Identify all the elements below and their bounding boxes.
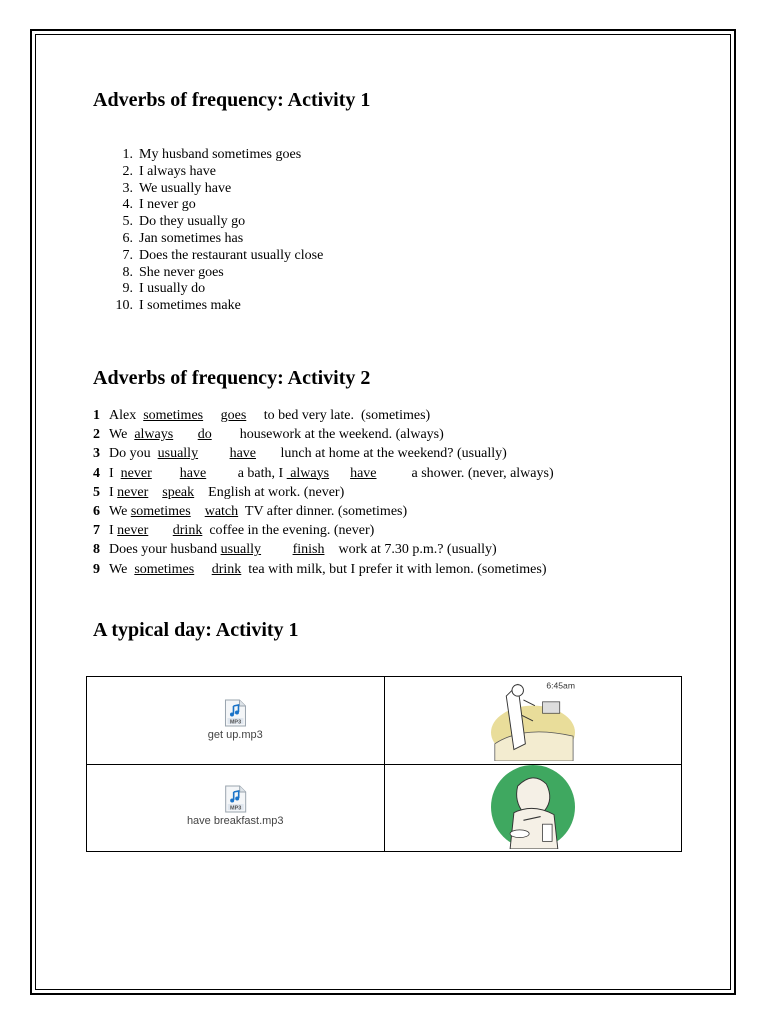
sentence-text: Alex xyxy=(109,408,144,423)
sentence-text xyxy=(148,523,173,538)
table-row xyxy=(87,677,682,765)
list-item xyxy=(113,164,323,181)
sentence-row xyxy=(93,406,554,425)
answer-word: usually xyxy=(220,542,262,558)
sentence-text xyxy=(329,466,350,481)
item-number: 7. xyxy=(122,247,133,263)
answer-word: have xyxy=(350,465,377,481)
item-text: Does the restaurant usually close xyxy=(139,247,324,263)
sentence-text xyxy=(152,466,180,481)
answer-word: have xyxy=(229,446,257,462)
typical-day-title: A typical day: Activity 1 xyxy=(93,619,299,641)
answer-word: sometimes xyxy=(130,504,191,520)
item-text: I sometimes make xyxy=(139,298,241,314)
list-item xyxy=(113,298,323,315)
sentence-text xyxy=(198,446,230,461)
answer-word: drink xyxy=(211,561,242,577)
sentence-row xyxy=(93,425,554,444)
item-text: I always have xyxy=(139,163,216,179)
sentence-text: tea with milk, but I prefer it with lemon. (sometimes) xyxy=(241,561,547,577)
answer-word: finish xyxy=(292,542,325,558)
sentence-text: Does your husband xyxy=(109,542,221,558)
sentence-text: I xyxy=(109,523,118,539)
sentence-number: 4 xyxy=(93,465,100,481)
item-number: 5. xyxy=(122,214,133,230)
sentence-number: 6 xyxy=(93,504,100,520)
typical-day-table xyxy=(86,676,682,852)
picture-cell xyxy=(384,677,682,765)
item-number: 3. xyxy=(122,180,133,196)
answer-word: have xyxy=(179,465,207,481)
sentence-text xyxy=(173,427,198,442)
activity1-title: Adverbs of frequency: Activity 1 xyxy=(93,89,371,111)
answer-word: always xyxy=(286,465,330,481)
answer-word: never xyxy=(117,523,149,539)
answer-word: watch xyxy=(204,504,239,520)
item-text: My husband sometimes goes xyxy=(139,147,302,162)
item-number: 9. xyxy=(122,281,133,297)
list-item xyxy=(113,214,323,231)
item-number: 6. xyxy=(122,230,133,246)
sentence-row xyxy=(93,521,554,540)
sentence-row xyxy=(93,444,554,463)
answer-word: never xyxy=(117,484,149,500)
answer-word: sometimes xyxy=(143,408,204,423)
answer-word: usually xyxy=(157,446,199,462)
item-number: 10. xyxy=(115,298,133,314)
sentence-number: 5 xyxy=(93,484,100,500)
svg-text:6:45am: 6:45am xyxy=(545,680,575,691)
list-item xyxy=(113,265,323,282)
sentence-text: We xyxy=(109,427,135,443)
list-item xyxy=(113,281,323,298)
mp3-file-icon xyxy=(223,785,247,813)
sentence-text xyxy=(203,408,221,423)
sentence-number: 7 xyxy=(93,523,100,539)
sentence-text xyxy=(261,542,293,557)
activity1-list xyxy=(113,147,323,315)
item-text: She never goes xyxy=(139,264,224,280)
sentence-number: 1 xyxy=(93,408,100,423)
svg-text:MP3: MP3 xyxy=(229,719,241,726)
list-item xyxy=(113,181,323,198)
sentence-number: 2 xyxy=(93,427,100,443)
audio-cell xyxy=(87,765,385,852)
sentence-text: We xyxy=(109,561,135,577)
sentence-text: lunch at home at the weekend? (usually) xyxy=(256,446,507,462)
sentence-row xyxy=(93,502,554,521)
sentence-text: work at 7.30 p.m.? (usually) xyxy=(324,542,497,558)
item-text: I never go xyxy=(139,197,196,213)
sentence-text: English at work. (never) xyxy=(194,484,345,500)
get-up-illustration xyxy=(483,677,583,761)
item-text: We usually have xyxy=(139,180,232,196)
list-item xyxy=(113,197,323,214)
sentence-text xyxy=(191,504,205,519)
answer-word: drink xyxy=(172,523,203,539)
answer-word: do xyxy=(197,427,212,443)
sentence-text: to bed very late. (sometimes) xyxy=(246,408,431,423)
item-text: I usually do xyxy=(139,281,206,297)
audio-cell xyxy=(87,677,385,765)
sentence-row xyxy=(93,540,554,559)
sentence-text: TV after dinner. (sometimes) xyxy=(238,504,408,520)
sentence-row xyxy=(93,464,554,483)
audio-file-label: have breakfast.mp3 xyxy=(186,815,284,827)
answer-word: speak xyxy=(162,484,195,500)
audio-file-have-breakfast[interactable] xyxy=(187,785,284,827)
breakfast-illustration xyxy=(483,765,583,849)
sentence-number: 3 xyxy=(93,446,100,462)
sentence-text xyxy=(194,562,212,577)
sentence-number: 9 xyxy=(93,561,100,577)
sentence-row xyxy=(93,483,554,502)
list-item xyxy=(113,248,323,265)
mp3-file-icon xyxy=(223,699,247,727)
svg-text:MP3: MP3 xyxy=(229,805,241,812)
item-number: 8. xyxy=(122,264,133,280)
table-row xyxy=(87,765,682,852)
sentence-text: Do you xyxy=(109,446,158,462)
sentence-row xyxy=(93,560,554,579)
sentence-text: a bath, I xyxy=(206,465,287,481)
answer-word: sometimes xyxy=(134,561,195,577)
sentence-text xyxy=(148,485,162,500)
sentence-text: I xyxy=(109,465,121,481)
activity2-title: Adverbs of frequency: Activity 2 xyxy=(93,367,371,389)
picture-cell xyxy=(384,765,682,852)
sentence-text: a shower. (never, always) xyxy=(376,465,554,481)
audio-file-get-up[interactable] xyxy=(208,699,263,741)
item-text: Do they usually go xyxy=(139,214,246,230)
answer-word: never xyxy=(120,465,152,481)
list-item xyxy=(113,147,323,164)
sentence-text: housework at the weekend. (always) xyxy=(211,427,444,443)
sentence-text: I xyxy=(109,484,118,500)
sentence-text: We xyxy=(109,504,131,520)
item-number: 4. xyxy=(122,197,133,213)
sentence-number: 8 xyxy=(93,542,100,558)
answer-word: always xyxy=(134,427,174,443)
item-number: 1. xyxy=(122,147,133,162)
sentence-text: coffee in the evening. (never) xyxy=(202,523,375,539)
item-number: 2. xyxy=(122,163,133,179)
item-text: Jan sometimes has xyxy=(139,230,244,246)
audio-file-label: get up.mp3 xyxy=(207,729,263,741)
list-item xyxy=(113,231,323,248)
activity2-list xyxy=(93,406,554,579)
answer-word: goes xyxy=(220,408,247,423)
